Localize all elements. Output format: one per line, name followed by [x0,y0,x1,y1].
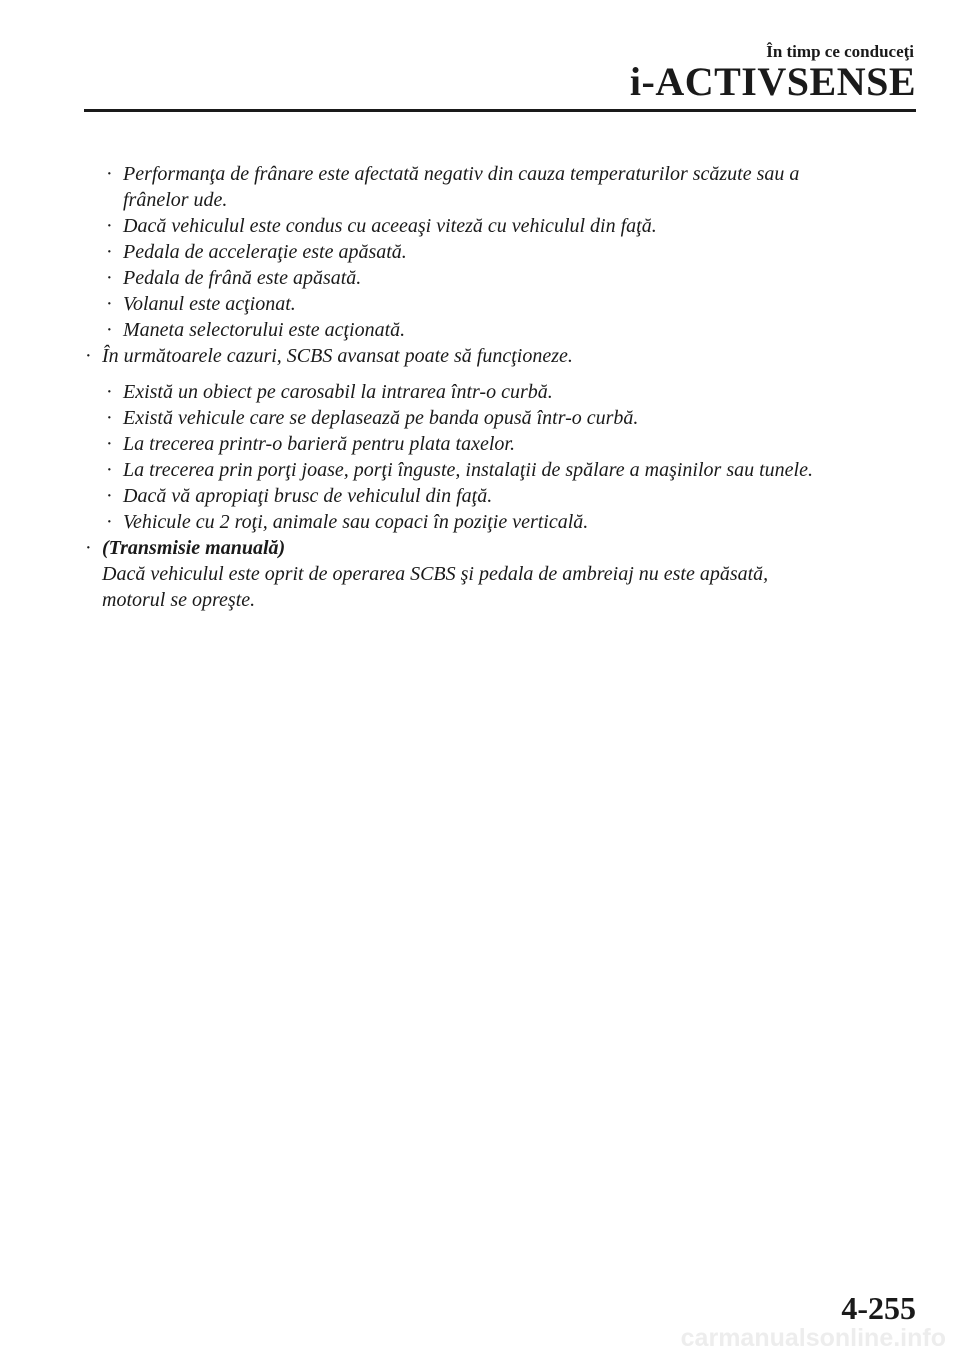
list-item: · La trecerea printr-o barieră pentru plata taxelor. [103,431,912,457]
list-item: · Pedala de frână este apăsată. [103,265,912,291]
page-number: 4-255 [841,1290,916,1326]
list-item: · Volanul este acţionat. [103,291,912,317]
list-item: · Există un obiect pe carosabil la intrarea într-o curbă. [103,379,912,405]
list-item: · În următoarele cazuri, SCBS avansat poate să funcţioneze. [82,343,912,369]
list-item: · Dacă vă apropiaţi brusc de vehiculul din faţă. [103,483,912,509]
list-item: · Maneta selectorului este acţionată. [103,317,912,343]
page-content [82,161,912,613]
list-item: · Pedala de acceleraţie este apăsată. [103,239,912,265]
watermark: carmanualsonline.info [680,1324,946,1352]
list-item: · Performanţa de frânare este afectată negativ din cauza temperaturilor scăzute sau a frânelor ude. [103,161,912,213]
manual-transmission-heading: · (Transmisie manuală) [102,537,286,559]
chapter-title: i-ACTIVSENSE [629,59,916,104]
header-divider [84,109,916,112]
list-item: · Vehicule cu 2 roţi, animale sau copaci în poziţie verticală. [103,509,912,535]
list-item: · La trecerea prin porţi joase, porţi înguste, instalaţii de spălare a maşinilor sau tunele. [103,457,912,483]
list-item: · Dacă vehiculul este condus cu aceeaşi viteză cu vehiculul din faţă. [103,213,912,239]
section-label: În timp ce conduceţi [766,42,914,61]
list-item: · (Transmisie manuală) Dacă vehiculul este oprit de operarea SCBS şi pedala de ambreiaj nu este apăsată, motorul se opreşte. [82,535,912,613]
list-item: · Există vehicule care se deplasează pe banda opusă într-o curbă. [103,405,912,431]
